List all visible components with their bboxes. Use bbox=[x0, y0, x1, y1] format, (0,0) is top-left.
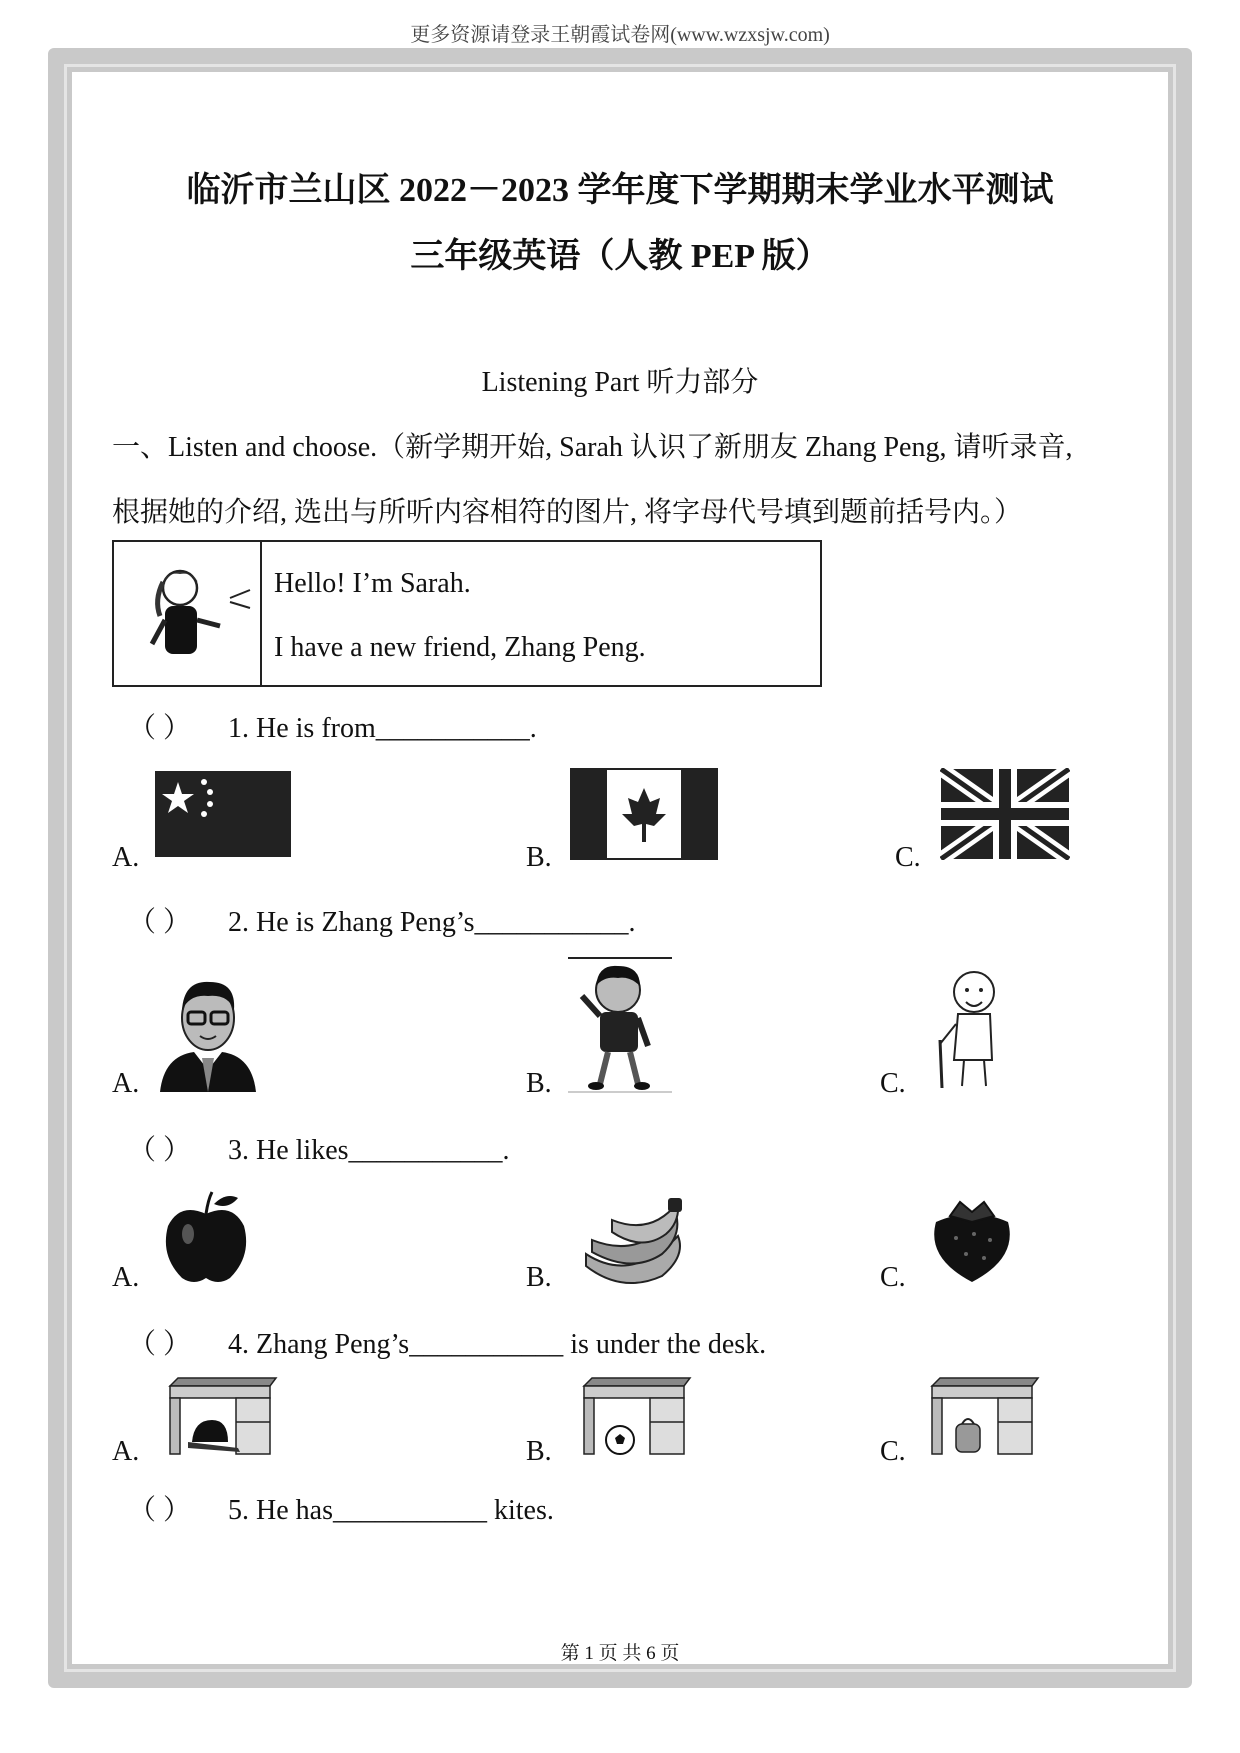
question-text: 2. He is Zhang Peng’s___________. bbox=[228, 907, 636, 938]
option-c: C. bbox=[880, 1068, 906, 1099]
question-4 bbox=[128, 1322, 766, 1362]
option-c: C. bbox=[880, 1262, 906, 1293]
exam-title: 临沂市兰山区 2022－2023 学年度下学期期末学业水平测试 bbox=[186, 172, 1054, 209]
instruction-line-2: 根据她的介绍, 选出与所听内容相符的图片, 将字母代号填到题前括号内。） bbox=[112, 497, 1023, 528]
option-a: A. bbox=[112, 842, 140, 873]
grandfather-icon bbox=[930, 966, 1014, 1090]
option-c: C. bbox=[880, 1436, 906, 1467]
part-title: Listening Part 听力部分 bbox=[481, 367, 759, 398]
boy-icon bbox=[564, 954, 674, 1094]
intro-line-2: I have a new friend, Zhang Peng. bbox=[274, 632, 646, 663]
question-text: 5. He has___________ kites. bbox=[228, 1495, 554, 1526]
banana-icon bbox=[582, 1196, 692, 1290]
instruction-line-1: 一、Listen and choose.（新学期开始, Sarah 认识了新朋友 Zhang Peng, 请听录音, bbox=[112, 432, 1073, 463]
question-5 bbox=[128, 1488, 554, 1528]
page-footer: 第 1 页 共 6 页 bbox=[560, 1643, 680, 1664]
china-flag-icon bbox=[154, 770, 292, 858]
canada-flag-icon bbox=[570, 768, 718, 860]
exam-subtitle: 三年级英语（人教 PEP 版） bbox=[410, 238, 830, 275]
option-a: A. bbox=[112, 1262, 140, 1293]
question-text: 1. He is from___________. bbox=[228, 713, 537, 744]
intro-divider bbox=[260, 542, 262, 685]
sarah-icon bbox=[132, 560, 252, 670]
intro-box bbox=[112, 540, 822, 687]
answer-bracket[interactable]: （ ） bbox=[128, 1495, 192, 1526]
question-text: 4. Zhang Peng’s___________ is under the desk. bbox=[228, 1329, 767, 1360]
answer-bracket[interactable]: （ ） bbox=[128, 1329, 192, 1360]
option-b: B. bbox=[526, 1262, 552, 1293]
question-3 bbox=[128, 1128, 510, 1168]
uk-flag-icon bbox=[940, 768, 1070, 860]
strawberry-icon bbox=[926, 1198, 1018, 1284]
father-icon bbox=[158, 974, 258, 1092]
desk-ball-icon bbox=[578, 1376, 694, 1458]
watermark: 更多资源请登录王朝霞试卷网(www.wzxsjw.com) bbox=[410, 24, 830, 46]
apple-icon bbox=[160, 1190, 252, 1286]
option-a: A. bbox=[112, 1436, 140, 1467]
option-b: B. bbox=[526, 1068, 552, 1099]
question-2 bbox=[128, 900, 636, 940]
question-text: 3. He likes___________. bbox=[228, 1135, 510, 1166]
answer-bracket[interactable]: （ ） bbox=[128, 713, 192, 744]
intro-line-1: Hello! I’m Sarah. bbox=[274, 568, 471, 599]
option-b: B. bbox=[526, 842, 552, 873]
option-c: C. bbox=[895, 842, 921, 873]
desk-cap-icon bbox=[164, 1376, 280, 1458]
option-a: A. bbox=[112, 1068, 140, 1099]
answer-bracket[interactable]: （ ） bbox=[128, 1135, 192, 1166]
desk-bag-icon bbox=[926, 1376, 1042, 1458]
option-b: B. bbox=[526, 1436, 552, 1467]
answer-bracket[interactable]: （ ） bbox=[128, 907, 192, 938]
question-1 bbox=[128, 706, 537, 746]
